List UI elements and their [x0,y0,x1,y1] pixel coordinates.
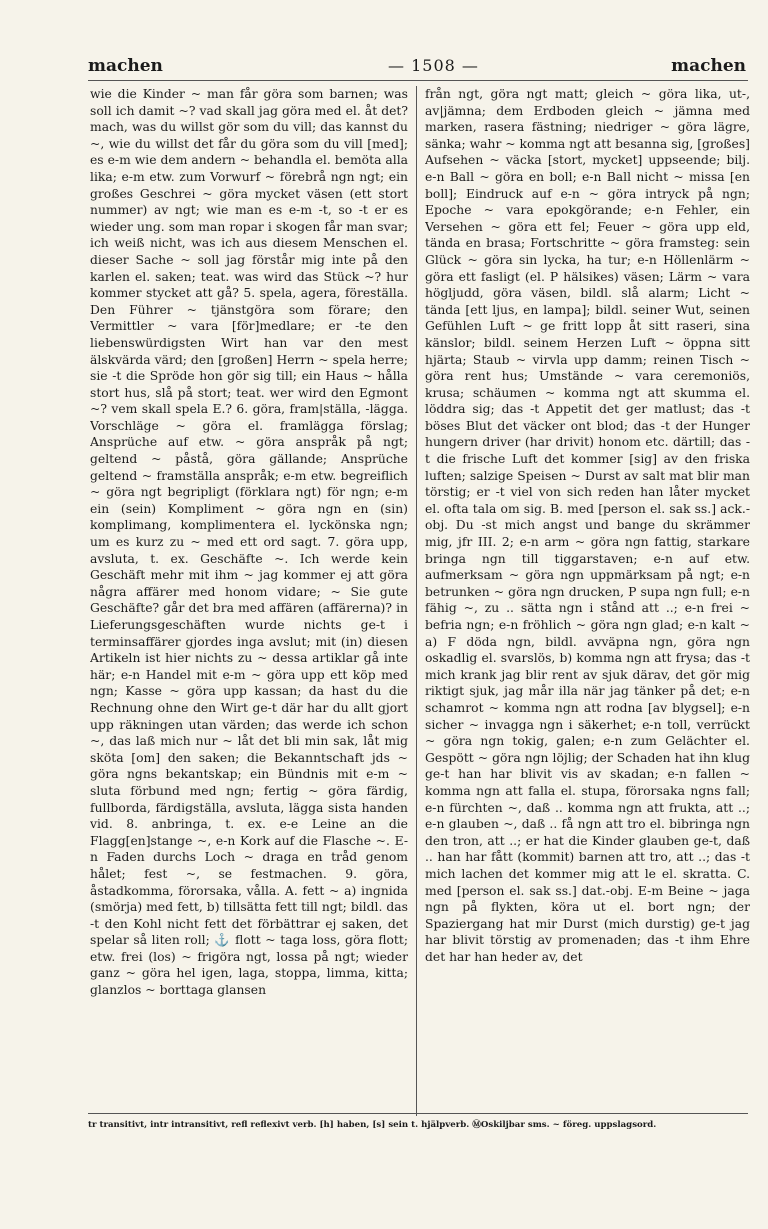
footer-rule [88,1113,748,1114]
right-headword: machen [671,56,746,76]
left-column [90,86,408,1086]
page-number: — 1508 — [388,56,479,75]
right-column [425,86,750,1086]
right-column-text: från ngt, göra ngt matt; gleich ~ göra lika, ut-, av|jämna; dem Erdboden gleich ~ jämna med marken, rasera fästning; niedriger ~ göra lägre, sänka; wahr ~ komma ngt att besanna sig, [großes] Aufsehen ~ väcka [stort, mycket] uppseende; bilj. e-n Ball ~ göra en boll; e-n Ball nicht ~ missa [en boll]; Eindruck auf e-n ~ göra intryck på ngn; Epoche ~ vara epokgörande; e-n Fehler, ein Versehen ~ göra ett fel; Feuer ~ göra upp eld, tända en brasa; Fortschritte ~ göra framsteg: sein Glück ~ göra sin lycka, ha tur; e-n Höllenlärm ~ göra ett fasligt (el. P hälsikes) väsen; Lärm ~ vara högljudd, göra väsen, bildl. slå alarm; Licht ~ tända [ett ljus, en lampa]; bildl. seiner Wut, seinen Gefühlen Luft ~ ge fritt lopp åt sitt raseri, sina känslor; bildl. seinem Herzen Luft ~ öppna sitt hjärta; Staub ~ virvla upp damm; reinen Tisch ~ göra rent hus; Umstände ~ vara ceremoniös, krusa; schäumen ~ komma ngt att skumma el. löddra sig; das -t Appetit det ger matlust; das -t böses Blut det väcker ont blod; das -t der Hunger hungern driver (har drivit) honom etc. därtill; das -t die frische Luft det kommer [sig] av den friska luften; salzige Speisen ~ Durst av salt mat blir man törstig; er -t viel von sich reden han låter mycket el. ofta tala om sig. B. med [person el. sak ss.] ack.-obj. Du -st mich angst und bange du skrämmer mig, jfr III. 2; e-n arm ~ göra ngn fattig, starkare bringa ngn till tiggarstaven; e-n auf etw. aufmerksam ~ göra ngn uppmärksam på ngt; e-n betrunken ~ göra ngn drucken, P supa ngn full; e-n fähig ~, zu .. sätta ngn i stånd att ..; e-n frei ~ befria ngn; e-n fröhlich ~ göra ngn glad; e-n kalt ~ a) F döda ngn, bildl. avväpna ngn, göra ngn oskadlig el. svarslös, b) komma ngn att frysa; das -t mich krank jag blir rent av sjuk därav, det gör mig riktigt sjuk, jag mår illa när jag tänker på det; e-n schamrot ~ komma ngn att rodna [av blygsel]; e-n sicher ~ invagga ngn i säkerhet; e-n toll, verrückt ~ göra ngn tokig, galen; e-n zum Gelächter el. Gespött ~ göra ngn löjlig; der Schaden hat ihn klug ge-t han har blivit vis av skadan; e-n fallen ~ komma ngn att falla el. stupa, förorsaka ngns fall; e-n fürchten ~, daß .. komma ngn att frukta, att ..; e-n glauben ~, daß .. få ngn att tro el. bibringa ngn den tron, att ..; er hat die Kinder glauben ge-t, daß .. han har fått (kommit) barnen att tro, att ..; das -t mich lachen det kommer mig att le el. skratta. C. med [person el. sak ss.] dat.-obj. E-m Beine ~ jaga ngn på flykten, köra ut el. bort ngn; der Spaziergang hat mir Durst (mich durstig) ge-t jag har blivit törstig av promenaden; das -t ihm Ehre det har han heder av, det [425,87,750,964]
left-headword: machen [88,56,163,76]
page-header [88,56,746,82]
header-rule [88,80,748,81]
left-column-text: wie die Kinder ~ man får göra som barnen; was soll ich damit ~? vad skall jag göra med el. åt det? mach, was du willst gör som du vill; das kannst du ~, wie du willst det får du göra som du vill [med]; es e-m wie dem andern ~ behandla el. bemöta alla lika; e-m etw. zum Vorwurf ~ förebrå ngn ngt; ein großes Geschrei ~ göra mycket väsen (ett stort nummer) av ngt; wie man es e-m -t, so -t er es wieder ung. som man ropar i skogen får man svar; ich weiß nicht, was ich aus diesem Menschen el. dieser Sache ~ soll jag förstår mig inte på den karlen el. saken; teat. was wird das Stück ~? hur kommer stycket att gå? 5. spela, agera, föreställa. Den Führer ~ tjänstgöra som förare; den Vermittler ~ vara [för]medlare; er -te den liebenswürdigsten Wirt han var den mest älskvärda värd; den [großen] Herrn ~ spela herre; sie -t die Spröde hon gör sig till; ein Haus ~ hålla stort hus, slå på stort; teat. wer wird den Egmont ~? vem skall spela E.? 6. göra, fram|ställa, -lägga. Vorschläge ~ göra el. framlägga förslag; Ansprüche auf etw. ~ göra anspråk på ngt; geltend ~ påstå, göra gällande; Ansprüche geltend ~ framställa anspråk; e-m etw. begreiflich ~ göra ngt begripligt (förklara ngt) för ngn; e-m ein (sein) Kompliment ~ göra ngn en (sin) komplimang, komplimentera el. lyckönska ngn; um es kurz zu ~ med ett ord sagt. 7. göra upp, avsluta, t. ex. Geschäfte ~. Ich werde kein Geschäft mehr mit ihm ~ jag kommer ej att göra några affärer med honom vidare; ~ Sie gute Geschäfte? går det bra med affären (affärerna)? in Lieferungsgeschäften wurde nichts ge-t i terminsaffärer gjordes inga avslut; mit (in) diesen Artikeln ist hier nichts zu ~ dessa artiklar gå inte här; e-n Handel mit e-m ~ göra upp ett köp med ngn; Kasse ~ göra upp kassan; da hast du die Rechnung ohne den Wirt ge-t där har du allt gjort upp räkningen utan värden; das werde ich schon ~, das laß mich nur ~ låt det bli min sak, låt mig sköta [om] den saken; die Bekanntschaft jds ~ göra ngns bekantskap; ein Bündnis mit e-m ~ sluta förbund med ngn; fertig ~ göra färdig, fullborda, färdigställa, avsluta, lägga sista handen vid. 8. anbringa, t. ex. e-e Leine an die Flagg[en]stange ~, e-n Kork auf die Flasche ~. E-n Faden durchs Loch ~ draga en tråd genom hålet; fest ~, se festmachen. 9. göra, åstadkomma, förorsaka, vålla. A. fett ~ a) ingnida (smörja) med fett, b) tillsätta fett till ngt; bildl. das -t den Kohl nicht fett det förbättrar ej saken, det spelar så liten roll; ⚓ flott ~ taga loss, göra flott; etw. frei (los) ~ frigöra ngt, lossa på ngt; wieder ganz ~ göra hel igen, laga, stoppa, limma, kitta; glanzlos ~ borttaga glansen [90,87,408,998]
column-divider [416,86,417,1116]
abbreviation-legend: tr transitivt, intr intransitivt, refl reflexivt verb. [h] haben, [s] sein t. hjälpverb. ⓂOskiljbar sms. ~ föreg. uppslagsord. [88,1120,657,1130]
